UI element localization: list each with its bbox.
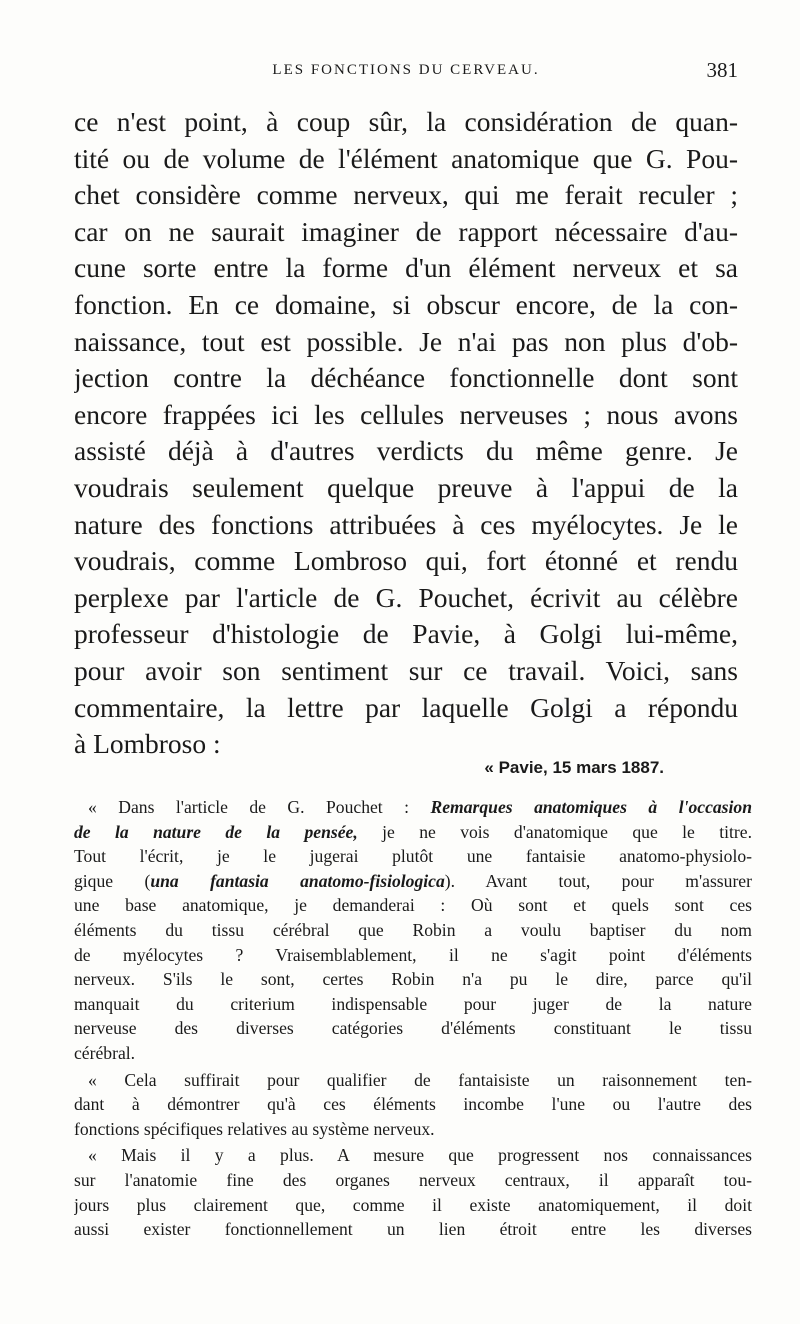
body-line: assisté déjà à d'autres verdicts du même genre. Je <box>74 435 738 467</box>
body-line: à Lombroso : <box>74 728 221 760</box>
letter-paragraph <box>74 1068 752 1142</box>
letter-text-run: ). Avant tout, pour m'assurer <box>444 870 752 891</box>
letter-line: de myélocytes ? Vraisemblablement, il ne s'agit point d'éléments <box>74 944 752 965</box>
letter-line: cérébral. <box>74 1042 136 1063</box>
letter-text-run: je ne vois d'anatomique que le titre. <box>357 821 752 842</box>
body-line: chet considère comme nerveux, qui me ferait reculer ; <box>74 179 738 211</box>
body-line: fonction. En ce domaine, si obscur encore, de la con- <box>74 288 738 320</box>
letter-line: fonctions spécifiques relatives au système nerveux. <box>74 1118 435 1139</box>
body-line: professeur d'histologie de Pavie, à Golgi lui-même, <box>74 618 738 650</box>
letter-text-run: gique ( <box>74 870 151 891</box>
body-line: cune sorte entre la forme d'un élément nerveux et sa <box>74 252 738 284</box>
letter-line: Tout l'écrit, je le jugerai plutôt une fantaisie anatomo-physiolo- <box>74 846 752 867</box>
italian-phrase: una fantasia anatomo-fisiologica <box>150 870 445 891</box>
letter-line: une base anatomique, je demanderai : Où sont et quels sont ces <box>74 895 752 916</box>
main-paragraph <box>74 104 738 763</box>
body-line: perplexe par l'article de G. Pouchet, écrivit au célèbre <box>74 581 738 613</box>
body-line: car on ne saurait imaginer de rapport nécessaire d'au- <box>74 215 738 247</box>
body-line: voudrais seulement quelque preuve à l'appui de la <box>74 471 738 503</box>
body-line: nature des fonctions attribuées à ces myélocytes. Je le <box>74 508 738 540</box>
letter-paragraph <box>74 1143 752 1241</box>
letter-line: sur l'anatomie fine des organes nerveux centraux, il apparaît tou- <box>74 1169 752 1190</box>
page-number: 381 <box>706 58 738 82</box>
quoted-letter <box>74 795 752 1244</box>
running-head <box>74 58 738 88</box>
body-line: encore frappées ici les cellules nerveuses ; nous avons <box>74 398 738 430</box>
letter-line <box>74 869 752 894</box>
body-line: jection contre la déchéance fonctionnelle dont sont <box>74 362 738 394</box>
letter-line: dant à démontrer qu'à ces éléments incombe l'une ou l'autre des <box>74 1094 752 1115</box>
letter-line: « Mais il y a plus. A mesure que progressent nos connaissances <box>88 1145 752 1166</box>
letter-dateline: « Pavie, 15 mars 1887. <box>484 758 664 777</box>
letter-line: aussi exister fonctionnellement un lien étroit entre les diverses <box>74 1219 752 1240</box>
letter-line: manquait du criterium indispensable pour juger de la nature <box>74 993 752 1014</box>
article-title: de la nature de la pensée, <box>74 821 358 842</box>
running-title: LES FONCTIONS DU CERVEAU. <box>272 62 540 78</box>
letter-line: jours plus clairement que, comme il existe anatomiquement, il doit <box>74 1194 752 1215</box>
body-line: commentaire, la lettre par laquelle Golgi a répondu <box>74 691 738 723</box>
letter-text-run: « Dans l'article de G. Pouchet : <box>88 797 431 817</box>
letter-line <box>74 820 752 845</box>
letter-line: « Cela suffirait pour qualifier de fantaisiste un raisonnement ten- <box>88 1069 752 1090</box>
article-title: Remarques anatomiques à l'occasion <box>430 797 752 817</box>
letter-line: nerveuse des diverses catégories d'éléments constituant le tissu <box>74 1018 752 1039</box>
letter-line: éléments du tissu cérébral que Robin a voulu baptiser du nom <box>74 919 752 940</box>
letter-line: nerveux. S'ils le sont, certes Robin n'a pu le dire, parce qu'il <box>74 969 752 990</box>
letter-paragraph <box>74 795 752 1066</box>
body-line: tité ou de volume de l'élément anatomique que G. Pou- <box>74 142 738 174</box>
body-line: naissance, tout est possible. Je n'ai pas non plus d'ob- <box>74 325 738 357</box>
body-line: voudrais, comme Lombroso qui, fort étonné et rendu <box>74 545 738 577</box>
letter-line <box>74 795 752 820</box>
body-line: ce n'est point, à coup sûr, la considération de quan- <box>74 106 738 137</box>
body-line: pour avoir son sentiment sur ce travail. Voici, sans <box>74 654 738 686</box>
